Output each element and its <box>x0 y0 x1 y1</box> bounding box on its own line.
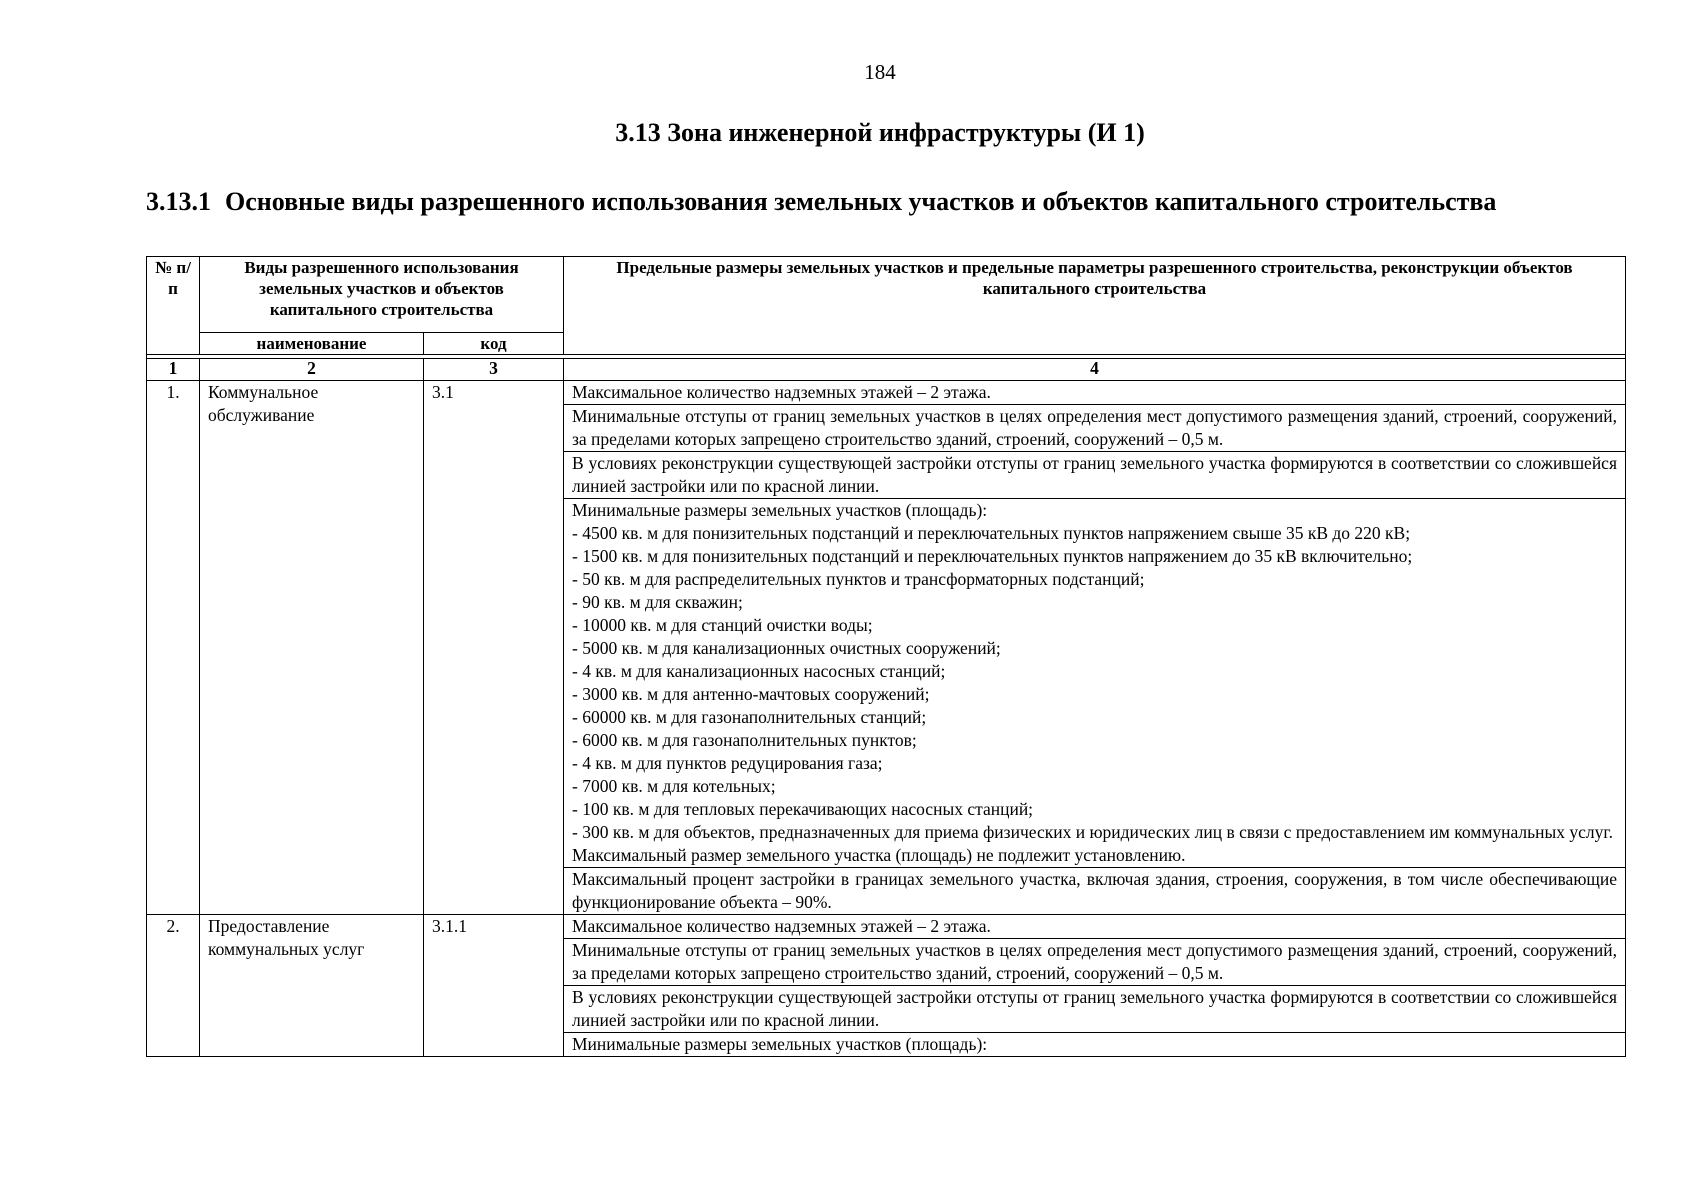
parameter-line: Максимальное количество надземных этажей – 2 этажа. <box>572 382 991 402</box>
parameter-line: Минимальные размеры земельных участков (площадь): <box>572 1034 988 1054</box>
parameter-cell <box>564 868 1626 915</box>
parameter-cell <box>564 939 1626 986</box>
use-type-name: Предоставление коммунальных услуг <box>200 915 424 1057</box>
parameter-line: В условиях реконструкции существующей застройки отступы от границ земельного участка формируются в соответствии со сложившейся линией застройки или по красной линии. <box>572 987 1617 1030</box>
parameter-line: - 60000 кв. м для газонаполнительных станций; <box>572 707 927 727</box>
parameter-cell <box>564 915 1626 939</box>
parameter-line: - 6000 кв. м для газонаполнительных пунктов; <box>572 730 917 750</box>
parameter-cell <box>564 1033 1626 1057</box>
parameter-line: - 100 кв. м для тепловых перекачивающих насосных станций; <box>572 799 1034 819</box>
parameter-cell <box>564 452 1626 499</box>
parameter-line: Минимальные отступы от границ земельных участков в целях определения мест допустимого размещения зданий, строений, сооружений, за пределами которых запрещено строительство зданий, строений, сооружений – 0,5 м. <box>572 406 1617 449</box>
land-use-table <box>146 256 1626 1057</box>
parameter-line: Максимальный процент застройки в границах земельного участка, включая здания, строения, сооружения, в том числе обеспечивающие функционирование объекта – 90%. <box>572 869 1617 912</box>
parameter-line: - 7000 кв. м для котельных; <box>572 776 776 796</box>
parameter-line: - 3000 кв. м для антенно-мачтовых сооружений; <box>572 684 930 704</box>
use-type-code: 3.1 <box>424 381 564 915</box>
header-name: наименование <box>200 333 424 355</box>
use-type-code: 3.1.1 <box>424 915 564 1057</box>
parameter-line: - 5000 кв. м для канализационных очистных сооружений; <box>572 638 1001 658</box>
parameter-line: Максимальный размер земельного участка (площадь) не подлежит установлению. <box>572 845 1186 865</box>
header-code: код <box>424 333 564 355</box>
parameter-cell <box>564 986 1626 1033</box>
parameter-line: - 4 кв. м для канализационных насосных станций; <box>572 661 946 681</box>
table-row <box>147 381 1626 405</box>
parameter-line: - 10000 кв. м для станций очистки воды; <box>572 615 873 635</box>
use-type-name: Коммунальное обслуживание <box>200 381 424 915</box>
column-number: 4 <box>564 359 1626 381</box>
header-types-group: Виды разрешенного использования земельных участков и объектов капитального строительства <box>200 257 564 333</box>
column-numbers-row <box>147 359 1626 381</box>
parameter-cell <box>564 499 1626 868</box>
parameter-cell <box>564 381 1626 405</box>
header-num: № п/п <box>147 257 200 355</box>
header-row <box>147 257 1626 333</box>
subsection-text: Основные виды разрешенного использования земельных участков и объектов капитального строительства <box>225 187 1497 216</box>
subsection-number: 3.13.1 <box>146 187 211 216</box>
subsection-title <box>146 187 1496 217</box>
parameter-line: - 50 кв. м для распределительных пунктов и трансформаторных подстанций; <box>572 569 1145 589</box>
parameter-line: Минимальные отступы от границ земельных участков в целях определения мест допустимого размещения зданий, строений, сооружений, за пределами которых запрещено строительство зданий, строений, сооружений – 0,5 м. <box>572 940 1617 983</box>
row-number: 1. <box>147 381 200 915</box>
parameter-line: Максимальное количество надземных этажей – 2 этажа. <box>572 916 991 936</box>
column-number: 3 <box>424 359 564 381</box>
header-limits: Предельные размеры земельных участков и предельные параметры разрешенного строительства, реконструкции объектов капитального строительства <box>564 257 1626 355</box>
parameter-line: В условиях реконструкции существующей застройки отступы от границ земельного участка формируются в соответствии со сложившейся линией застройки или по красной линии. <box>572 453 1617 496</box>
row-number: 2. <box>147 915 200 1057</box>
page-number: 184 <box>864 60 896 84</box>
parameter-line: - 90 кв. м для скважин; <box>572 592 743 612</box>
column-number: 1 <box>147 359 200 381</box>
parameter-line: - 4 кв. м для пунктов редуцирования газа; <box>572 753 883 773</box>
parameter-line: - 300 кв. м для объектов, предназначенных для приема физических и юридических лиц в связи с предоставлением им коммунальных услуг. <box>572 822 1613 842</box>
section-title: 3.13 Зона инженерной инфраструктуры (И 1) <box>615 118 1145 147</box>
parameter-cell <box>564 405 1626 452</box>
parameter-line: - 1500 кв. м для понизительных подстанций и переключательных пунктов напряжением до 35 кВ включительно; <box>572 546 1413 566</box>
parameter-line: - 4500 кв. м для понизительных подстанций и переключательных пунктов напряжением свыше 35 кВ до 220 кВ; <box>572 523 1411 543</box>
table-row <box>147 915 1626 939</box>
parameter-line: Минимальные размеры земельных участков (площадь): <box>572 500 988 520</box>
column-number: 2 <box>200 359 424 381</box>
